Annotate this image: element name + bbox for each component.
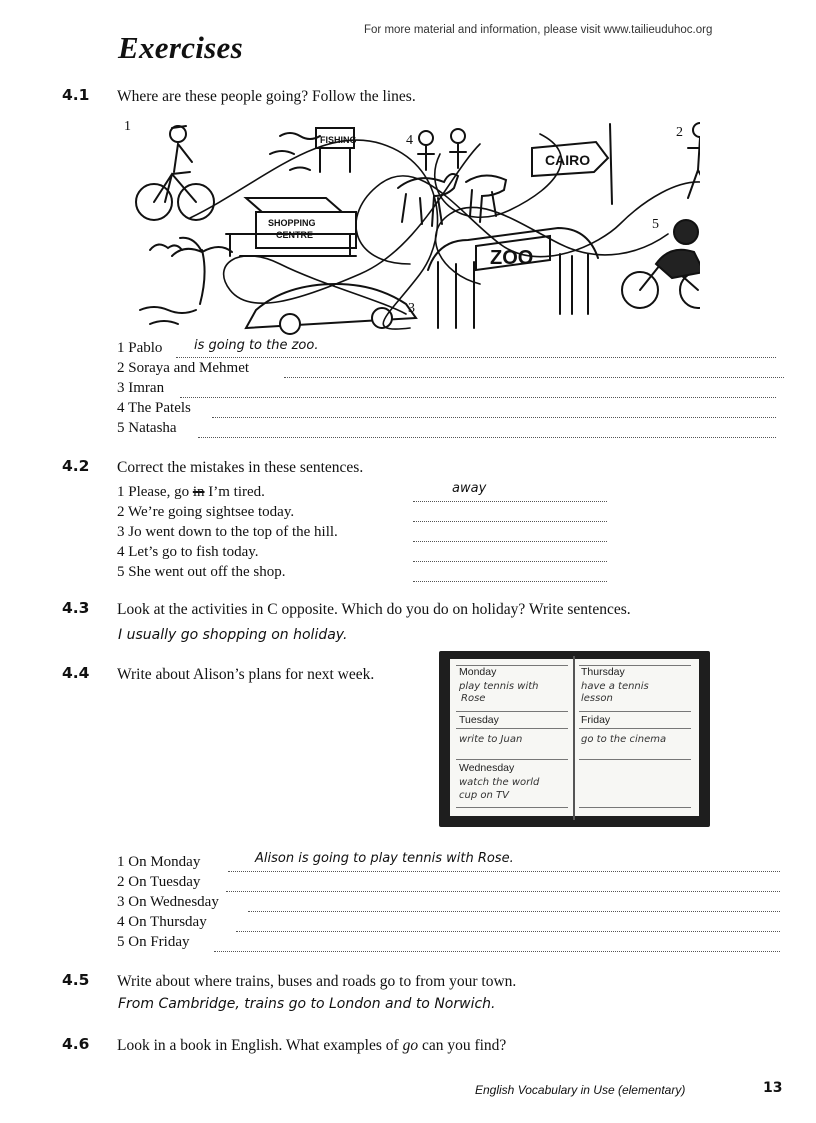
diary-note: watch the world bbox=[459, 777, 540, 788]
marker-5: 5 bbox=[652, 217, 659, 232]
exercise-number-4-4: 4.4 bbox=[62, 664, 90, 682]
list-item bbox=[117, 483, 265, 502]
answer-line[interactable] bbox=[214, 939, 780, 952]
answer-line[interactable] bbox=[413, 569, 607, 582]
item-number: 2 bbox=[117, 360, 125, 376]
struck-word: in bbox=[192, 484, 205, 500]
exercise-number-4-3: 4.3 bbox=[62, 599, 90, 617]
list-item bbox=[117, 339, 162, 358]
page-title: Exercises bbox=[118, 30, 243, 65]
item-label: On Monday bbox=[128, 854, 201, 870]
marker-3: 3 bbox=[408, 301, 415, 316]
item-label: Natasha bbox=[128, 420, 177, 436]
diary-left-page bbox=[450, 659, 574, 816]
instruction-text: can you find? bbox=[418, 1037, 507, 1054]
motorcyclist-icon bbox=[622, 220, 700, 308]
item-number: 2 bbox=[117, 504, 125, 520]
item-label: On Tuesday bbox=[128, 874, 201, 890]
list-item bbox=[117, 893, 219, 912]
exercise-number-4-1: 4.1 bbox=[62, 86, 90, 104]
list-item bbox=[117, 523, 338, 542]
cyclist-icon bbox=[136, 126, 214, 220]
website-notice: For more material and information, please visit www.tailieuduhoc.org bbox=[364, 24, 713, 36]
item-label: Soraya and Mehmet bbox=[128, 360, 250, 376]
item-number: 4 bbox=[117, 544, 125, 560]
diary-book bbox=[439, 651, 710, 827]
list-item bbox=[117, 933, 190, 952]
item-label: On Wednesday bbox=[128, 894, 219, 910]
diary-note: write to Juan bbox=[459, 734, 523, 745]
item-number: 5 bbox=[117, 420, 125, 436]
exercise-instruction-4-1: Where are these people going? Follow the lines. bbox=[117, 88, 416, 105]
answer-line[interactable] bbox=[226, 879, 780, 892]
diary-day-tuesday: Tuesday bbox=[459, 714, 499, 726]
item-label: On Thursday bbox=[128, 914, 207, 930]
item-number: 2 bbox=[117, 874, 125, 890]
marker-4: 4 bbox=[406, 133, 413, 148]
item-label: Imran bbox=[128, 380, 165, 396]
diary-day-wednesday: Wednesday bbox=[459, 762, 515, 774]
sentence-text: Please, go bbox=[128, 484, 193, 500]
answer-line[interactable] bbox=[413, 489, 607, 502]
answer-line[interactable] bbox=[248, 899, 780, 912]
item-number: 4 bbox=[117, 914, 125, 930]
fishing-sign-text: FISHING bbox=[320, 135, 357, 145]
diary-day-friday: Friday bbox=[581, 714, 611, 726]
item-number: 5 bbox=[117, 934, 125, 950]
zoo-gate-icon bbox=[428, 228, 598, 328]
item-number: 4 bbox=[117, 400, 125, 416]
exercise-instruction-4-2: Correct the mistakes in these sentences. bbox=[117, 459, 364, 476]
diary-rule bbox=[579, 711, 691, 712]
diary-rule bbox=[456, 807, 568, 808]
sentence-text: We’re going sightsee today. bbox=[127, 504, 295, 520]
answer-line[interactable] bbox=[413, 529, 607, 542]
handwritten-answer: Alison is going to play tennis with Rose. bbox=[255, 851, 514, 866]
item-label: Pablo bbox=[128, 340, 163, 356]
sentence-text: Let’s go to fish today. bbox=[128, 544, 259, 560]
exercise-instruction-4-5: Write about where trains, buses and roads go to from your town. bbox=[117, 973, 517, 990]
sentence-text: Jo went down to the top of the hill. bbox=[128, 524, 338, 540]
diary-day-monday: Monday bbox=[459, 666, 497, 678]
exercise-number-4-5: 4.5 bbox=[62, 971, 90, 989]
item-number: 3 bbox=[117, 380, 125, 396]
list-item bbox=[117, 399, 191, 418]
page-number: 13 bbox=[763, 1080, 783, 1096]
handwritten-answer: away bbox=[452, 481, 487, 496]
diary-rule bbox=[579, 665, 691, 666]
exercise-number-4-2: 4.2 bbox=[62, 457, 90, 475]
sentence-text: I’m tired. bbox=[204, 484, 265, 500]
cairo-sign-text: CAIRO bbox=[545, 152, 591, 168]
instruction-emphasis: go bbox=[402, 1037, 419, 1054]
diary-note: go to the cinema bbox=[581, 734, 667, 745]
item-number: 1 bbox=[117, 484, 125, 500]
shopping-sign-text: SHOPPING bbox=[268, 218, 316, 228]
diary-note: play tennis with bbox=[459, 681, 539, 692]
list-item bbox=[117, 359, 249, 378]
exercise-number-4-6: 4.6 bbox=[62, 1035, 90, 1053]
item-number: 1 bbox=[117, 854, 125, 870]
list-item bbox=[117, 379, 164, 398]
diary-note: lesson bbox=[581, 693, 613, 704]
list-item bbox=[117, 543, 259, 562]
item-label: The Patels bbox=[127, 400, 191, 416]
exercise-instruction-4-6 bbox=[117, 1037, 506, 1055]
diary-note: have a tennis bbox=[581, 681, 649, 692]
centre-sign-text: CENTRE bbox=[276, 230, 314, 240]
handwritten-example: I usually go shopping on holiday. bbox=[118, 627, 348, 643]
diary-note: Rose bbox=[461, 693, 486, 704]
list-item bbox=[117, 913, 207, 932]
item-number: 3 bbox=[117, 894, 125, 910]
zoo-sign-text: ZOO bbox=[490, 247, 534, 269]
list-item bbox=[117, 873, 200, 892]
item-label: On Friday bbox=[128, 934, 190, 950]
handwritten-answer: is going to the zoo. bbox=[194, 338, 319, 353]
diary-right-page bbox=[575, 659, 699, 816]
list-item bbox=[117, 563, 285, 582]
handwritten-example: From Cambridge, trains go to London and to Norwich. bbox=[118, 996, 496, 1012]
book-title-footer: English Vocabulary in Use (elementary) bbox=[475, 1083, 686, 1097]
marker-2: 2 bbox=[676, 125, 683, 140]
answer-line[interactable] bbox=[198, 425, 776, 438]
diary-rule bbox=[456, 711, 568, 712]
diary-day-thursday: Thursday bbox=[581, 666, 625, 678]
route-illustration bbox=[120, 114, 700, 338]
diary-rule bbox=[456, 728, 568, 729]
list-item bbox=[117, 853, 200, 872]
answer-line[interactable] bbox=[284, 365, 784, 378]
sentence-text: She went out off the shop. bbox=[128, 564, 286, 580]
list-item bbox=[117, 419, 177, 438]
diary-rule bbox=[579, 759, 691, 760]
answer-line[interactable] bbox=[212, 405, 776, 418]
diary-rule bbox=[579, 807, 691, 808]
list-item bbox=[117, 503, 294, 522]
palm-tree-icon bbox=[140, 238, 232, 324]
item-number: 3 bbox=[117, 524, 125, 540]
diary-rule bbox=[456, 759, 568, 760]
item-number: 1 bbox=[117, 340, 125, 356]
item-number: 5 bbox=[117, 564, 125, 580]
answer-line[interactable] bbox=[180, 385, 776, 398]
diary-rule bbox=[456, 665, 568, 666]
exercise-instruction-4-4: Write about Alison’s plans for next week. bbox=[117, 666, 375, 683]
walkers-icon bbox=[688, 121, 700, 198]
answer-line[interactable] bbox=[413, 549, 607, 562]
diary-rule bbox=[579, 728, 691, 729]
marker-1: 1 bbox=[124, 119, 131, 134]
diary-note: cup on TV bbox=[459, 790, 509, 801]
answer-line[interactable] bbox=[236, 919, 780, 932]
answer-line[interactable] bbox=[413, 509, 607, 522]
exercise-instruction-4-3: Look at the activities in C opposite. Which do you do on holiday? Write sentences. bbox=[117, 601, 631, 618]
instruction-text: Look in a book in English. What examples of bbox=[117, 1037, 403, 1054]
